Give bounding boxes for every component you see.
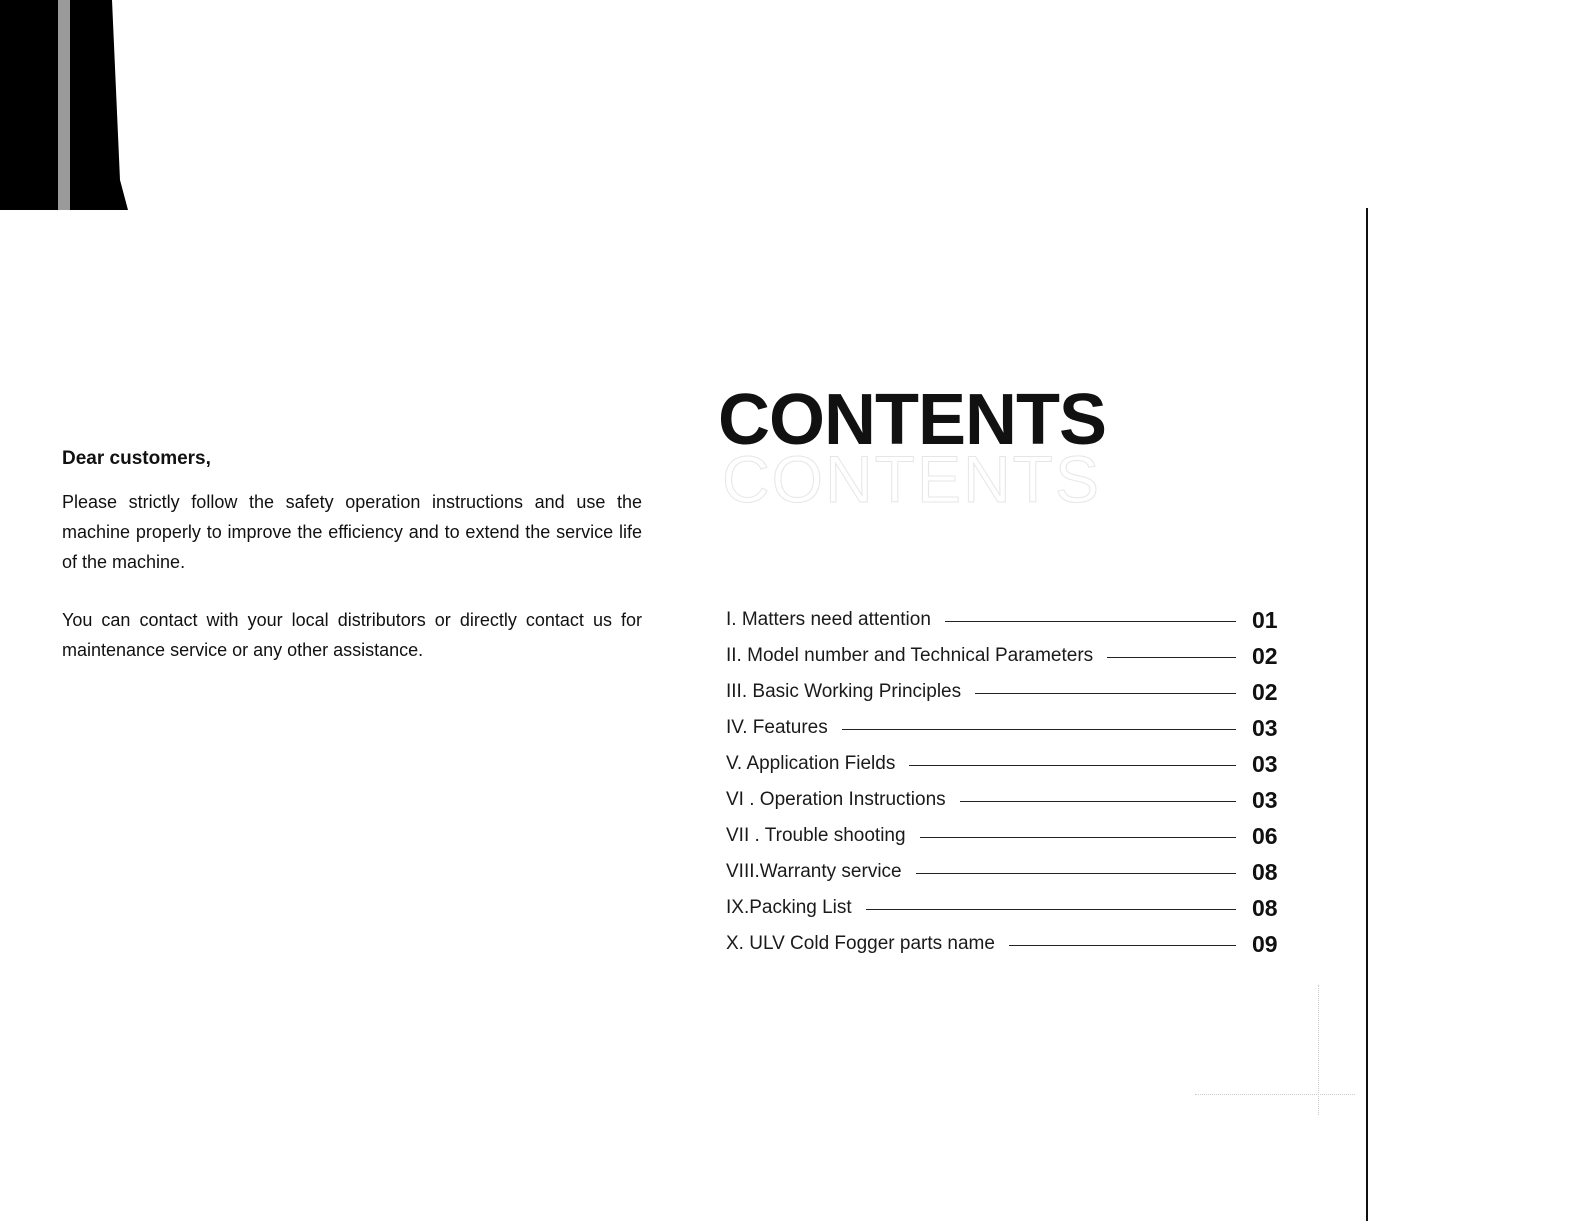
greeting-paragraph: You can contact with your local distributors or directly contact us for maintenance service or any other assistance. [62, 610, 642, 660]
table-of-contents [726, 602, 1286, 962]
toc-leader-line [960, 801, 1236, 802]
toc-leader-line [842, 729, 1236, 730]
greeting-section [62, 448, 642, 693]
toc-leader-line [909, 765, 1236, 766]
toc-leader-line [1107, 657, 1236, 658]
toc-page-number: 03 [1252, 750, 1278, 777]
contents-title: CONTENTS [718, 380, 1106, 460]
toc-row [726, 710, 1286, 746]
toc-page-number: 03 [1252, 786, 1278, 813]
toc-leader-line [920, 837, 1236, 838]
toc-leader-line [975, 693, 1236, 694]
crop-mark-horizontal [1195, 1094, 1355, 1096]
toc-leader-line [866, 909, 1236, 910]
toc-label: VIII.Warranty service [726, 861, 902, 882]
toc-page-number: 08 [1252, 858, 1278, 885]
toc-page-number: 06 [1252, 822, 1278, 849]
toc-row [726, 926, 1286, 962]
toc-label: III. Basic Working Principles [726, 681, 962, 702]
toc-leader-line [1009, 945, 1236, 946]
toc-row [726, 782, 1286, 818]
toc-label: IX.Packing List [726, 897, 852, 918]
toc-label: V. Application Fields [726, 753, 896, 774]
toc-row [726, 890, 1286, 926]
toc-label: X. ULV Cold Fogger parts name [726, 933, 995, 954]
toc-row [726, 674, 1286, 710]
toc-page-number: 01 [1252, 606, 1278, 633]
toc-page-number: 02 [1252, 642, 1278, 669]
toc-label: IV. Features [726, 717, 828, 738]
toc-label: VII . Trouble shooting [726, 825, 906, 846]
toc-label: II. Model number and Technical Parameters [726, 645, 1094, 666]
toc-row [726, 602, 1286, 638]
toc-row [726, 746, 1286, 782]
toc-page-number: 09 [1252, 930, 1278, 957]
toc-page-number: 03 [1252, 714, 1278, 741]
toc-label: VI . Operation Instructions [726, 789, 946, 810]
toc-row [726, 818, 1286, 854]
toc-leader-line [916, 873, 1236, 874]
greeting-paragraph: Please strictly follow the safety operation instructions and use the machine properly to improve the efficiency and to extend the service life of the machine. [62, 492, 642, 572]
toc-leader-line [945, 621, 1236, 622]
contents-title-watermark: CONTENTS [722, 442, 1101, 516]
toc-label: I. Matters need attention [726, 609, 931, 630]
greeting-title: Dear customers, [62, 448, 211, 469]
toc-page-number: 08 [1252, 894, 1278, 921]
toc-row [726, 854, 1286, 890]
page-edge-rule [1366, 208, 1368, 1221]
toc-row [726, 638, 1286, 674]
toc-page-number: 02 [1252, 678, 1278, 705]
corner-binding-mark [0, 0, 128, 210]
